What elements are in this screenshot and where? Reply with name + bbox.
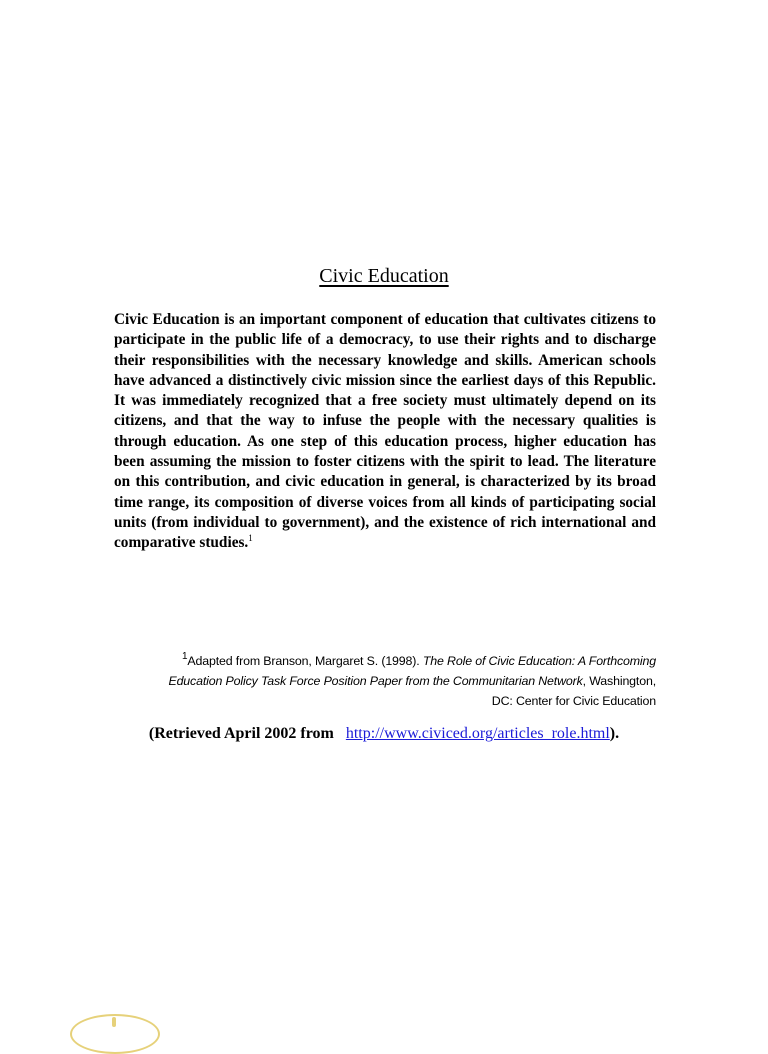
source-link[interactable]: http://www.civiced.org/articles_role.html <box>345 725 610 742</box>
footnote-cited-title: The Role of Civic Education: A Forthcoming Education Policy Task Force Position Paper from the Communitarian Network <box>168 654 656 688</box>
footnote-prefix: Adapted from Branson, Margaret S. (1998). <box>187 654 423 668</box>
footnote-reference[interactable]: 1 <box>248 533 253 544</box>
body-text: Civic Education is an important component of education that cultivates citizens to participate in the public life of a democracy, to use their rights and to discharge their responsibilities with the necessary knowledge and skills. American schools have advanced a distinctively civic mission since the earliest days of this Republic. It was immediately recognized that a free society must ultimately depend on its citizens, and that the way to infuse the people with the necessary qualities is through education. As one step of this education process, higher education has been assuming the mission to foster citizens with the spirit to lead. The literature on this contribution, and civic education in general, is characterized by its broad time range, its composition of diverse voices from all kinds of participating social units (from individual to government), and the existence of rich international and comparative studies. <box>114 311 656 552</box>
footnote-marker: 1 <box>181 651 188 662</box>
footnote-suffix: , Washington, DC: Center for Civic Education <box>491 674 656 708</box>
body-paragraph <box>114 310 656 554</box>
retrieved-prefix: (Retrieved April 2002 from <box>148 725 346 742</box>
seal-logo-mark <box>112 1017 116 1027</box>
footnote <box>150 651 656 711</box>
retrieved-line <box>0 723 768 745</box>
retrieved-suffix: ). <box>609 725 620 742</box>
document-title: Civic Education <box>319 265 449 287</box>
